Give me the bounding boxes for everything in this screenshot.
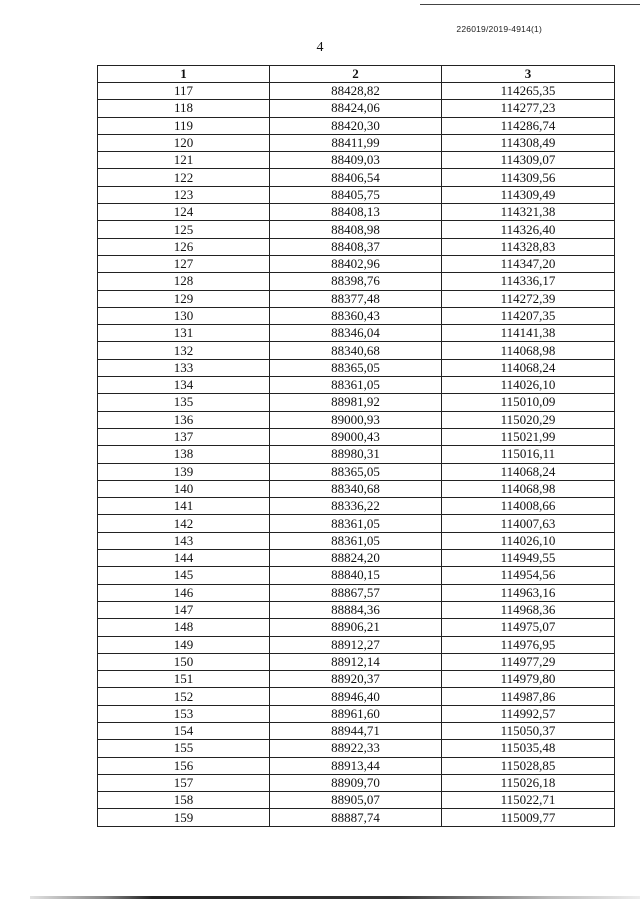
cell-point-number: 159: [98, 809, 270, 826]
table-body: [98, 83, 615, 827]
cell-y-coordinate: 114949,55: [442, 550, 615, 567]
cell-point-number: 148: [98, 619, 270, 636]
document-number: 226019/2019-4914(1): [456, 24, 542, 34]
cell-y-coordinate: 114272,39: [442, 290, 615, 307]
cell-x-coordinate: 88944,71: [270, 722, 442, 739]
cell-y-coordinate: 114026,10: [442, 377, 615, 394]
cell-x-coordinate: 88428,82: [270, 83, 442, 100]
cell-y-coordinate: 114308,49: [442, 134, 615, 151]
table-row: [98, 325, 615, 342]
cell-point-number: 119: [98, 117, 270, 134]
cell-point-number: 117: [98, 83, 270, 100]
table-row: [98, 515, 615, 532]
table-row: [98, 463, 615, 480]
scan-edge-line: [30, 896, 640, 899]
cell-x-coordinate: 88981,92: [270, 394, 442, 411]
cell-x-coordinate: 88361,05: [270, 377, 442, 394]
cell-y-coordinate: 114068,24: [442, 463, 615, 480]
cell-y-coordinate: 115021,99: [442, 428, 615, 445]
cell-point-number: 147: [98, 601, 270, 618]
cell-point-number: 123: [98, 186, 270, 203]
cell-y-coordinate: 114068,98: [442, 480, 615, 497]
cell-x-coordinate: 88409,03: [270, 152, 442, 169]
cell-point-number: 133: [98, 359, 270, 376]
cell-y-coordinate: 115026,18: [442, 774, 615, 791]
cell-point-number: 155: [98, 740, 270, 757]
table-row: [98, 290, 615, 307]
cell-y-coordinate: 114963,16: [442, 584, 615, 601]
cell-x-coordinate: 88946,40: [270, 688, 442, 705]
cell-y-coordinate: 114309,07: [442, 152, 615, 169]
table-row: [98, 809, 615, 826]
table-row: [98, 359, 615, 376]
table-row: [98, 394, 615, 411]
cell-y-coordinate: 114265,35: [442, 83, 615, 100]
table-row: [98, 757, 615, 774]
table-row: [98, 307, 615, 324]
table-row: [98, 532, 615, 549]
cell-x-coordinate: 88398,76: [270, 273, 442, 290]
cell-point-number: 138: [98, 446, 270, 463]
cell-point-number: 135: [98, 394, 270, 411]
table-row: [98, 221, 615, 238]
cell-x-coordinate: 88420,30: [270, 117, 442, 134]
cell-y-coordinate: 114336,17: [442, 273, 615, 290]
cell-point-number: 126: [98, 238, 270, 255]
table-row: [98, 653, 615, 670]
cell-y-coordinate: 114309,49: [442, 186, 615, 203]
cell-x-coordinate: 88365,05: [270, 463, 442, 480]
cell-point-number: 144: [98, 550, 270, 567]
cell-x-coordinate: 88912,27: [270, 636, 442, 653]
cell-y-coordinate: 114975,07: [442, 619, 615, 636]
cell-x-coordinate: 88336,22: [270, 498, 442, 515]
cell-x-coordinate: 88361,05: [270, 532, 442, 549]
cell-x-coordinate: 88824,20: [270, 550, 442, 567]
cell-x-coordinate: 88406,54: [270, 169, 442, 186]
page-number: 4: [316, 40, 324, 55]
table-row: [98, 601, 615, 618]
cell-y-coordinate: 114286,74: [442, 117, 615, 134]
cell-x-coordinate: 88909,70: [270, 774, 442, 791]
cell-point-number: 156: [98, 757, 270, 774]
cell-x-coordinate: 88912,14: [270, 653, 442, 670]
cell-y-coordinate: 115028,85: [442, 757, 615, 774]
table-row: [98, 722, 615, 739]
cell-point-number: 149: [98, 636, 270, 653]
cell-x-coordinate: 88867,57: [270, 584, 442, 601]
cell-x-coordinate: 88905,07: [270, 792, 442, 809]
cell-y-coordinate: 114992,57: [442, 705, 615, 722]
cell-point-number: 153: [98, 705, 270, 722]
cell-x-coordinate: 88887,74: [270, 809, 442, 826]
cell-point-number: 128: [98, 273, 270, 290]
table-row: [98, 186, 615, 203]
cell-point-number: 143: [98, 532, 270, 549]
table-header-row: [98, 66, 615, 83]
cell-y-coordinate: 115010,09: [442, 394, 615, 411]
table-row: [98, 428, 615, 445]
cell-point-number: 129: [98, 290, 270, 307]
table-row: [98, 377, 615, 394]
table-row: [98, 169, 615, 186]
cell-point-number: 121: [98, 152, 270, 169]
cell-y-coordinate: 114141,38: [442, 325, 615, 342]
cell-point-number: 151: [98, 671, 270, 688]
cell-x-coordinate: 88377,48: [270, 290, 442, 307]
cell-x-coordinate: 88346,04: [270, 325, 442, 342]
cell-x-coordinate: 88361,05: [270, 515, 442, 532]
column-header-y: 3: [442, 66, 615, 83]
cell-y-coordinate: 115035,48: [442, 740, 615, 757]
cell-y-coordinate: 114007,63: [442, 515, 615, 532]
cell-y-coordinate: 114321,38: [442, 204, 615, 221]
cell-x-coordinate: 88408,98: [270, 221, 442, 238]
cell-point-number: 137: [98, 428, 270, 445]
cell-x-coordinate: 88840,15: [270, 567, 442, 584]
table-row: [98, 480, 615, 497]
cell-y-coordinate: 115016,11: [442, 446, 615, 463]
cell-x-coordinate: 89000,43: [270, 428, 442, 445]
cell-y-coordinate: 114026,10: [442, 532, 615, 549]
column-header-x: 2: [270, 66, 442, 83]
cell-x-coordinate: 88402,96: [270, 255, 442, 272]
cell-point-number: 157: [98, 774, 270, 791]
table-row: [98, 117, 615, 134]
cell-point-number: 134: [98, 377, 270, 394]
cell-point-number: 125: [98, 221, 270, 238]
cell-point-number: 139: [98, 463, 270, 480]
cell-point-number: 131: [98, 325, 270, 342]
cell-x-coordinate: 88920,37: [270, 671, 442, 688]
table-row: [98, 342, 615, 359]
table-row: [98, 705, 615, 722]
table-row: [98, 688, 615, 705]
cell-x-coordinate: 89000,93: [270, 411, 442, 428]
top-rule: [420, 4, 640, 5]
cell-x-coordinate: 88408,13: [270, 204, 442, 221]
cell-point-number: 136: [98, 411, 270, 428]
cell-point-number: 130: [98, 307, 270, 324]
cell-x-coordinate: 88408,37: [270, 238, 442, 255]
cell-y-coordinate: 114207,35: [442, 307, 615, 324]
cell-point-number: 127: [98, 255, 270, 272]
cell-y-coordinate: 115020,29: [442, 411, 615, 428]
cell-x-coordinate: 88424,06: [270, 100, 442, 117]
cell-y-coordinate: 115050,37: [442, 722, 615, 739]
cell-point-number: 152: [98, 688, 270, 705]
table-row: [98, 567, 615, 584]
table-row: [98, 152, 615, 169]
table-row: [98, 273, 615, 290]
cell-y-coordinate: 114954,56: [442, 567, 615, 584]
table-row: [98, 204, 615, 221]
table-row: [98, 774, 615, 791]
cell-y-coordinate: 114979,80: [442, 671, 615, 688]
cell-x-coordinate: 88906,21: [270, 619, 442, 636]
table-row: [98, 100, 615, 117]
table-row: [98, 446, 615, 463]
cell-x-coordinate: 88961,60: [270, 705, 442, 722]
cell-y-coordinate: 115009,77: [442, 809, 615, 826]
cell-point-number: 132: [98, 342, 270, 359]
cell-point-number: 145: [98, 567, 270, 584]
table-row: [98, 134, 615, 151]
table-row: [98, 792, 615, 809]
coordinates-table: [97, 65, 615, 827]
cell-point-number: 150: [98, 653, 270, 670]
column-header-point-number: 1: [98, 66, 270, 83]
cell-y-coordinate: 114277,23: [442, 100, 615, 117]
cell-point-number: 146: [98, 584, 270, 601]
cell-point-number: 142: [98, 515, 270, 532]
table-row: [98, 83, 615, 100]
table-row: [98, 411, 615, 428]
cell-y-coordinate: 114347,20: [442, 255, 615, 272]
cell-y-coordinate: 114968,36: [442, 601, 615, 618]
cell-y-coordinate: 114326,40: [442, 221, 615, 238]
table-row: [98, 255, 615, 272]
cell-x-coordinate: 88980,31: [270, 446, 442, 463]
cell-point-number: 122: [98, 169, 270, 186]
table-row: [98, 636, 615, 653]
cell-y-coordinate: 114976,95: [442, 636, 615, 653]
cell-x-coordinate: 88884,36: [270, 601, 442, 618]
cell-x-coordinate: 88360,43: [270, 307, 442, 324]
cell-y-coordinate: 115022,71: [442, 792, 615, 809]
cell-point-number: 120: [98, 134, 270, 151]
cell-point-number: 158: [98, 792, 270, 809]
cell-y-coordinate: 114977,29: [442, 653, 615, 670]
cell-x-coordinate: 88340,68: [270, 342, 442, 359]
table-row: [98, 584, 615, 601]
cell-x-coordinate: 88340,68: [270, 480, 442, 497]
table-row: [98, 238, 615, 255]
cell-x-coordinate: 88922,33: [270, 740, 442, 757]
table-row: [98, 740, 615, 757]
cell-x-coordinate: 88913,44: [270, 757, 442, 774]
table-row: [98, 671, 615, 688]
cell-y-coordinate: 114328,83: [442, 238, 615, 255]
table-row: [98, 498, 615, 515]
cell-x-coordinate: 88411,99: [270, 134, 442, 151]
cell-point-number: 141: [98, 498, 270, 515]
table-row: [98, 550, 615, 567]
cell-y-coordinate: 114068,98: [442, 342, 615, 359]
cell-y-coordinate: 114068,24: [442, 359, 615, 376]
cell-y-coordinate: 114309,56: [442, 169, 615, 186]
cell-x-coordinate: 88365,05: [270, 359, 442, 376]
cell-point-number: 118: [98, 100, 270, 117]
cell-point-number: 140: [98, 480, 270, 497]
table-row: [98, 619, 615, 636]
cell-y-coordinate: 114008,66: [442, 498, 615, 515]
cell-point-number: 154: [98, 722, 270, 739]
cell-y-coordinate: 114987,86: [442, 688, 615, 705]
cell-x-coordinate: 88405,75: [270, 186, 442, 203]
cell-point-number: 124: [98, 204, 270, 221]
